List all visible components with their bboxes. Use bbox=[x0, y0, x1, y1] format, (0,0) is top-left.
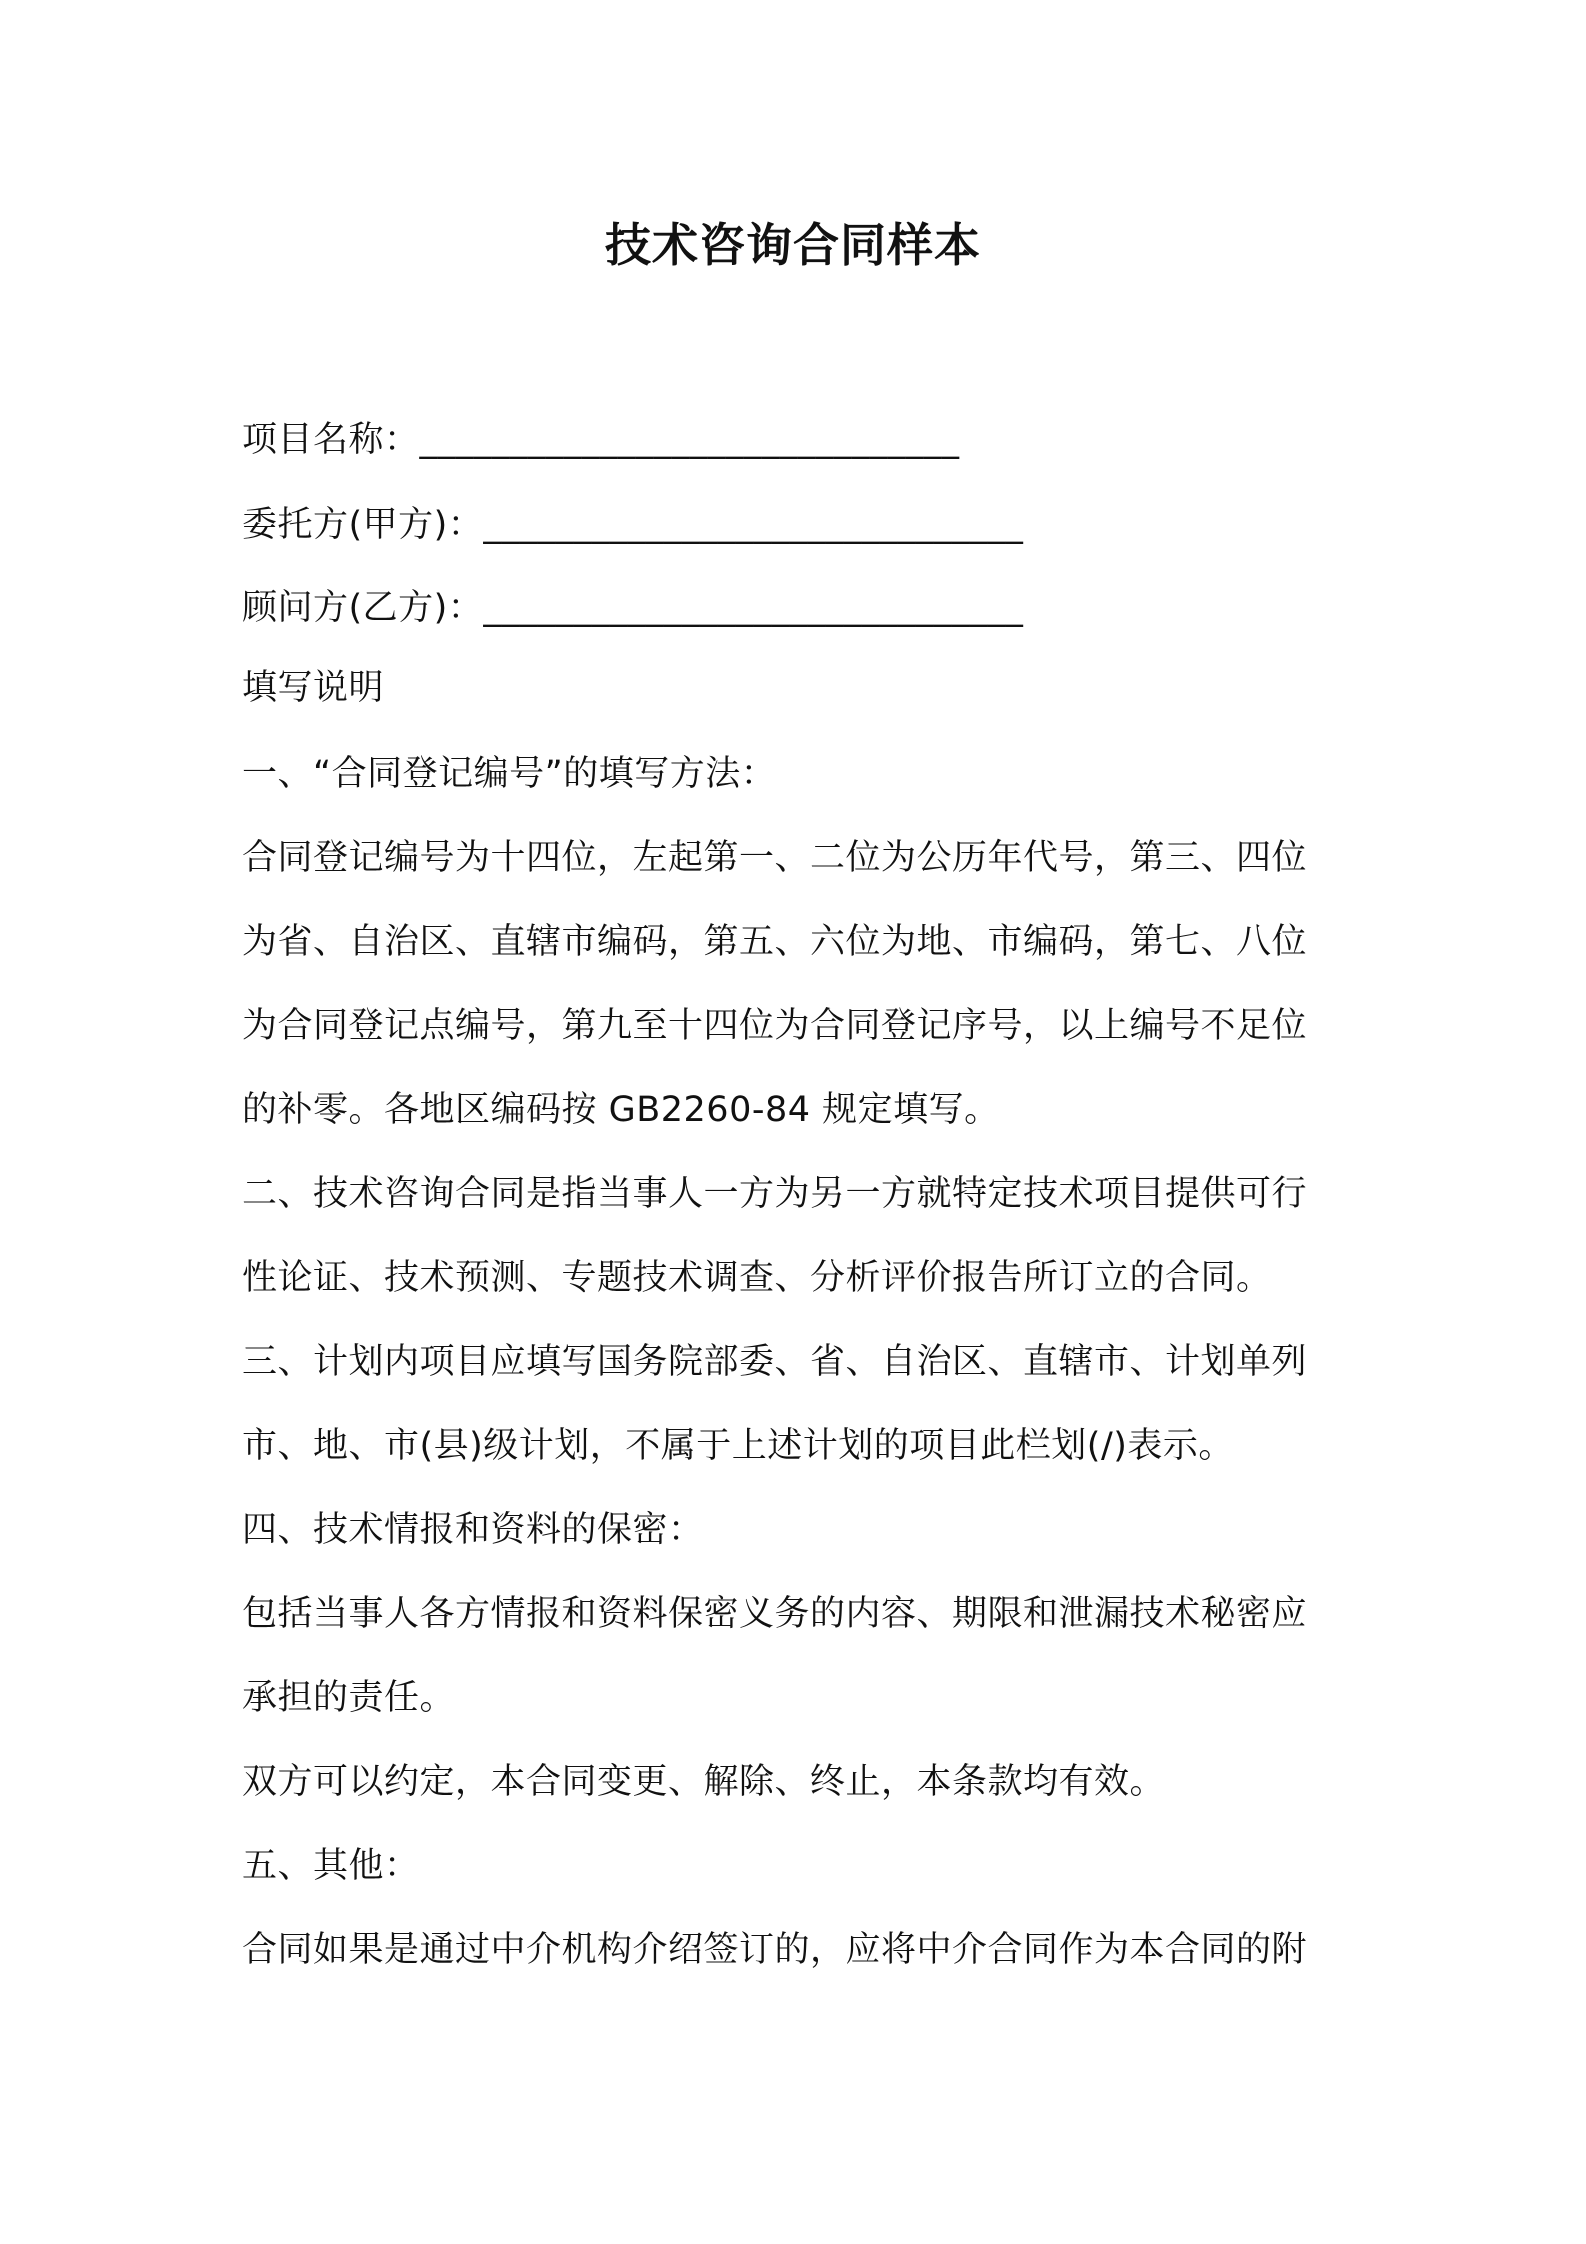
text-line: 为省、自治区、直辖市编码，第五、六位为地、市编码，第七、八位 bbox=[242, 922, 1308, 962]
field-label: 项目名称： bbox=[242, 420, 420, 460]
text-line: 二、技术咨询合同是指当事人一方为另一方就特定技术项目提供可行 bbox=[242, 1174, 1308, 1214]
text-line: 双方可以约定，本合同变更、解除、终止，本条款均有效。 bbox=[242, 1762, 1166, 1802]
text-line: 承担的责任。 bbox=[242, 1678, 456, 1718]
instructions-heading: 填写说明 bbox=[242, 668, 385, 708]
text-line: 包括当事人各方情报和资料保密义务的内容、期限和泄漏技术秘密应 bbox=[242, 1594, 1308, 1634]
field-label: 顾问方(乙方)： bbox=[242, 588, 484, 628]
text-line: 合同如果是通过中介机构介绍签订的，应将中介合同作为本合同的附 bbox=[242, 1930, 1308, 1970]
document-title: 技术咨询合同样本 bbox=[605, 218, 981, 272]
field-client-party-a bbox=[242, 497, 1023, 553]
field-project-name bbox=[242, 412, 960, 468]
text-line: 为合同登记点编号，第九至十四位为合同登记序号，以上编号不足位 bbox=[242, 1006, 1308, 1046]
text-line: 四、技术情报和资料的保密： bbox=[242, 1510, 704, 1550]
field-label: 委托方(甲方)： bbox=[242, 505, 484, 545]
field-blank: ______________________________ bbox=[483, 588, 1024, 628]
text-line: 的补零。各地区编码按 GB2260-84 规定填写。 bbox=[242, 1090, 1000, 1130]
text-line: 一、“合同登记编号”的填写方法： bbox=[242, 754, 777, 794]
text-line: 市、地、市(县)级计划，不属于上述计划的项目此栏划(/)表示。 bbox=[242, 1426, 1234, 1466]
text-line: 五、其他： bbox=[242, 1846, 420, 1886]
text-line: 合同登记编号为十四位，左起第一、二位为公历年代号，第三、四位 bbox=[242, 838, 1308, 878]
field-consultant-party-b bbox=[242, 580, 1023, 636]
text-line: 三、计划内项目应填写国务院部委、省、自治区、直辖市、计划单列 bbox=[242, 1342, 1308, 1382]
text-line: 性论证、技术预测、专题技术调查、分析评价报告所订立的合同。 bbox=[242, 1258, 1272, 1298]
field-blank: ______________________________ bbox=[483, 505, 1024, 545]
field-blank: ______________________________ bbox=[419, 420, 960, 460]
